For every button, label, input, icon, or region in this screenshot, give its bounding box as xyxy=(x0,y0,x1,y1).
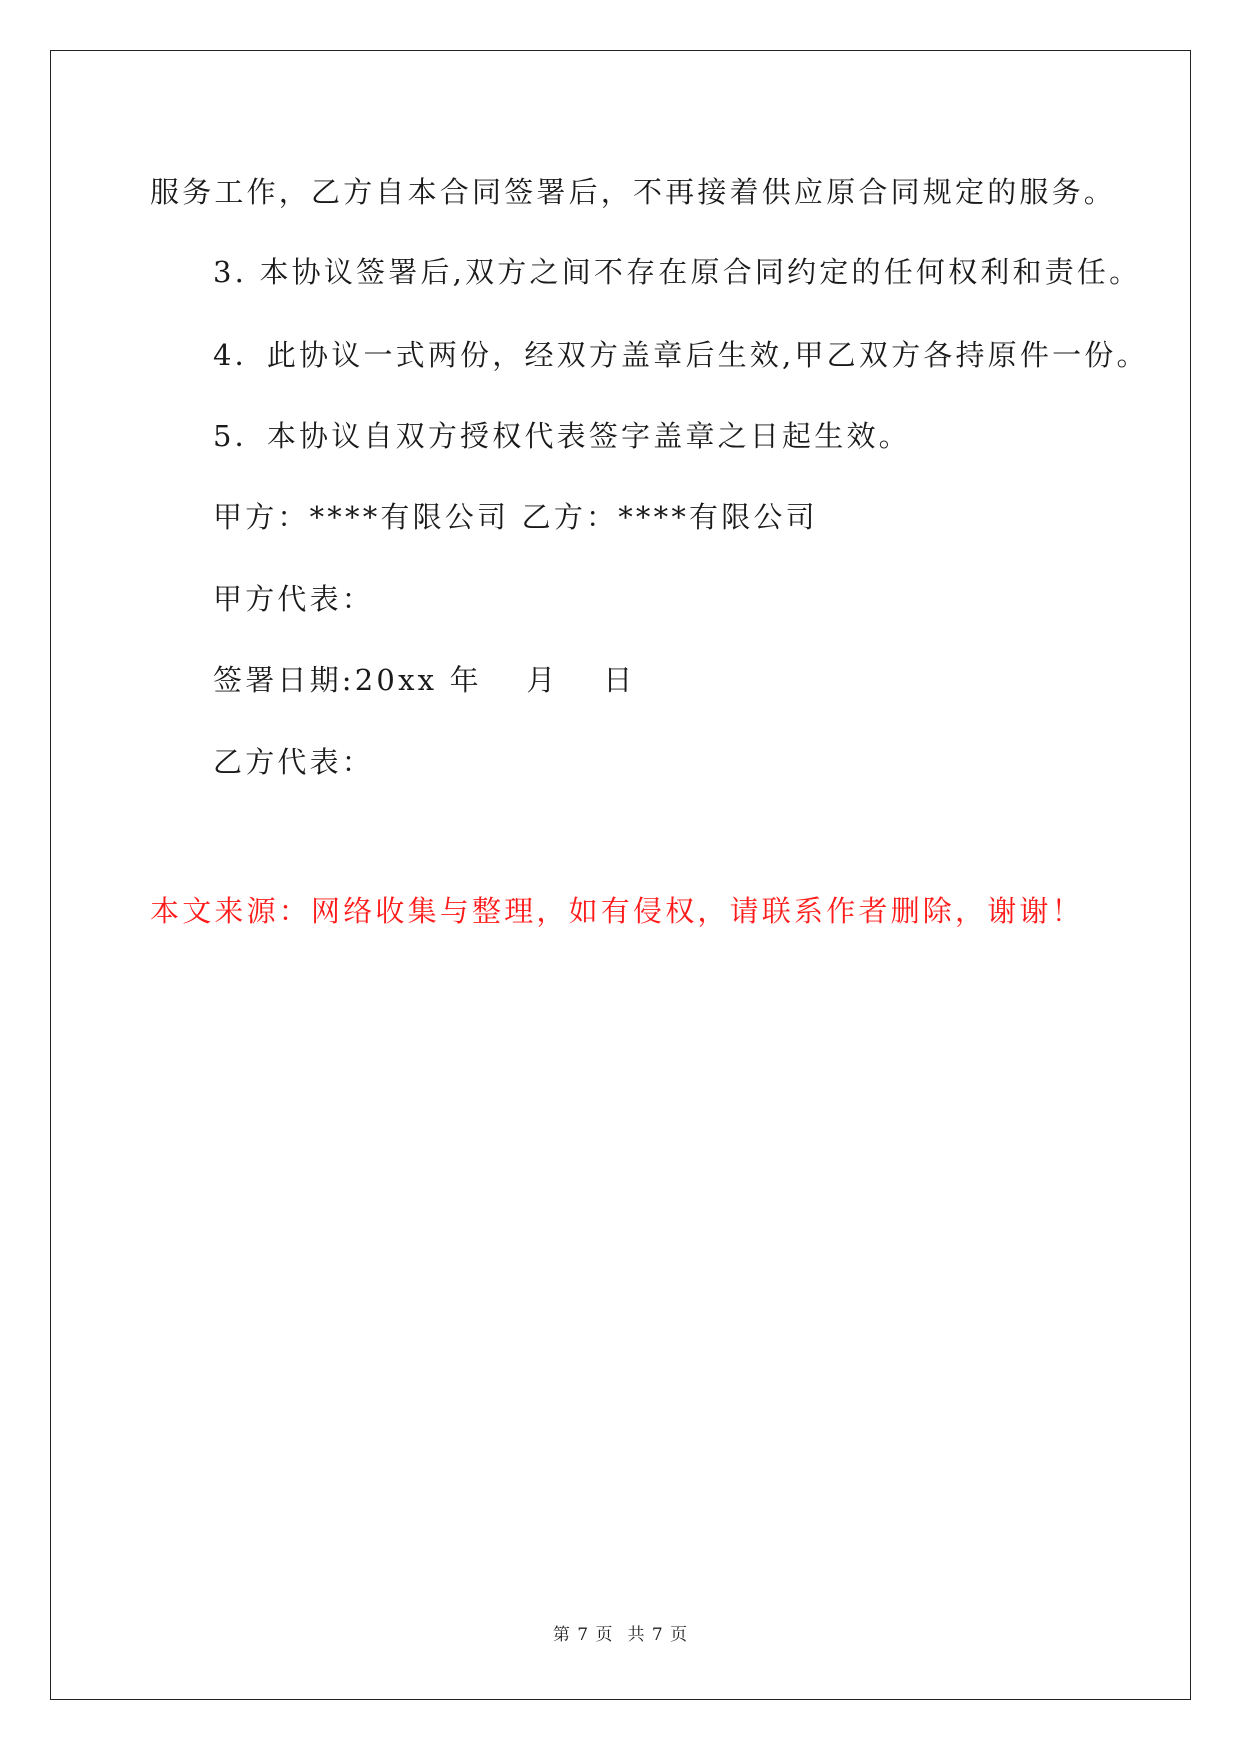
clause-4: 4．此协议一式两份，经双方盖章后生效,甲乙双方各持原件一份。 xyxy=(213,338,1149,372)
source-notice: 本文来源：网络收集与整理，如有侵权，请联系作者删除，谢谢！ xyxy=(150,894,1084,928)
clause-3: 3. 本协议签署后,双方之间不存在原合同约定的任何权利和责任。 xyxy=(213,255,1142,289)
page-number-current: 第 7 页 xyxy=(552,1625,614,1645)
signing-date: 签署日期:20xx 年 月 日 xyxy=(213,663,636,697)
page-footer xyxy=(0,1620,1241,1645)
page-number-total: 共 7 页 xyxy=(627,1625,689,1645)
party-a-representative: 甲方代表： xyxy=(213,582,375,616)
party-b-representative: 乙方代表： xyxy=(213,745,375,779)
page-border xyxy=(50,50,1191,1700)
parties-line: 甲方：****有限公司 乙方：****有限公司 xyxy=(213,500,818,534)
paragraph-service-clause: 服务工作，乙方自本合同签署后，不再接着供应原合同规定的服务。 xyxy=(150,175,1117,209)
clause-5: 5．本协议自双方授权代表签字盖章之日起生效。 xyxy=(213,419,911,453)
